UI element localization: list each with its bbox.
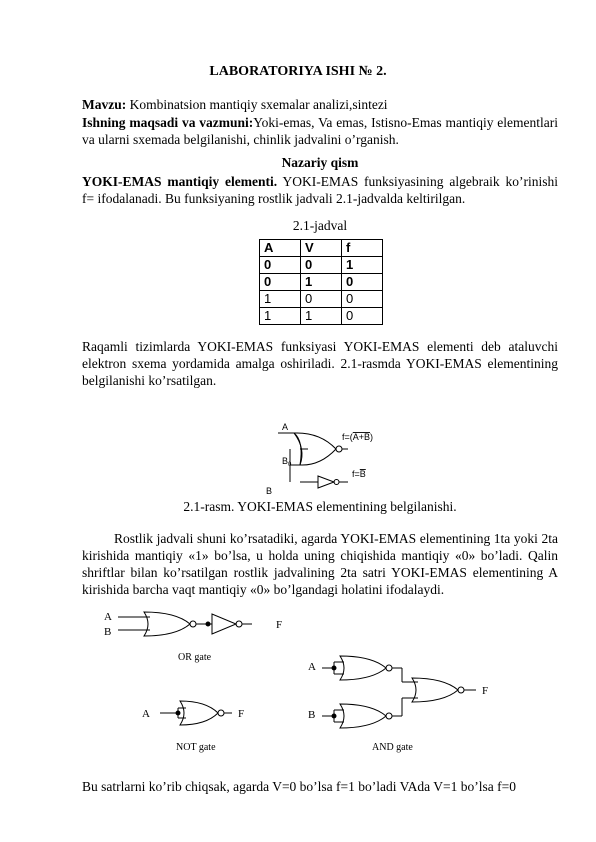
table-cell: 0 — [260, 274, 301, 291]
topic-text: Kombinatsion mantiqiy sxemalar analizi,sintezi — [126, 97, 388, 112]
goal-paragraph — [82, 114, 558, 148]
table-cell: 1 — [342, 257, 383, 274]
truth-table — [259, 239, 383, 325]
page-title: LABORATORIYA ISHI № 2. — [209, 64, 387, 79]
table-row — [260, 291, 383, 308]
table-header-row — [260, 240, 383, 257]
paragraph-4: Bu satrlarni ko’rib chiqsak, agarda V=0 bo’lsa f=1 bo’ladi VAda V=1 bo’lsa f=0 — [82, 779, 516, 794]
table-cell: 0 — [342, 274, 383, 291]
truth-table-grid — [259, 239, 383, 325]
theory-intro — [82, 173, 558, 207]
and-input-b-label: B — [308, 709, 316, 721]
and-input-a-label: A — [308, 661, 316, 673]
nor-gate-figure — [260, 420, 390, 498]
topic-label: Mavzu: — [82, 97, 127, 112]
table-cell: 1 — [260, 308, 301, 325]
table-caption: 2.1-jadval — [292, 218, 348, 233]
table-header-cell: V — [301, 240, 342, 257]
and-output-label: F — [482, 685, 489, 697]
table-row — [260, 257, 383, 274]
topic-line — [82, 96, 558, 113]
theory-heading: Nazariy qism — [281, 155, 359, 170]
theory-intro-text: YOKI-EMAS funksiyasining algebraik ko’rinishi f= ifodalanadi. Bu funksiyaning rostlik jadvali 2.1-jadvalda keltirilgan. — [82, 174, 558, 206]
table-header-cell: f — [342, 240, 383, 257]
table-cell: 0 — [342, 308, 383, 325]
table-cell: 0 — [301, 257, 342, 274]
paragraph-2: Raqamli tizimlarda YOKI-EMAS funksiyasi YOKI-EMAS elementi deb ataluvchi elektron sxema yordamida amalga oshiriladi. 2.1-rasmda YOKI-EMAS elementining belgilanishi ko’rsatilgan. — [82, 339, 558, 388]
fig1-input-b0-label: $B_0$ — [282, 456, 292, 468]
figure1-caption: 2.1-rasm. YOKI-EMAS elementining belgilanishi. — [183, 499, 457, 514]
fig1-nor-output-label: f=(A+B) — [342, 432, 374, 442]
fig1-not-output-label: f=B — [352, 469, 366, 479]
table-cell: 0 — [342, 291, 383, 308]
goal-label: Ishning maqsadi va vazmuni: — [82, 115, 254, 130]
fig1-input-b-label: B — [266, 486, 273, 496]
table-cell: 0 — [260, 257, 301, 274]
or-output-label: F — [276, 619, 283, 631]
not-gate-caption: NOT gate — [176, 742, 216, 753]
not-input-a-label: A — [142, 708, 150, 720]
or-input-a-label: A — [104, 611, 112, 623]
table-cell: 1 — [301, 274, 342, 291]
not-output-label: F — [238, 708, 245, 720]
or-input-b-label: B — [104, 626, 112, 638]
table-row — [260, 308, 383, 325]
or-gate-caption: OR gate — [178, 652, 212, 663]
theory-intro-bold: YOKI-EMAS mantiqiy elementi. — [82, 174, 278, 189]
table-row — [260, 274, 383, 291]
paragraph-3: Rostlik jadvali shuni ko’rsatadiki, agarda YOKI-EMAS elementining 1ta yoki 2ta kirishida mantiqiy «1» bo’lsa, u holda uning chiqishida mantiqiy «0» bo’ladi. Qalin shriftlar bilan ko’rsatilgan rostlik jadvalining 2ta satri YOKI-EMAS elementining A kirishida barcha vaqt mantiqiy «0» bo’lgandagi holatini ifodalaydi. — [82, 531, 558, 597]
goal-text: Yoki-emas, Va emas, Istisno-Emas mantiqiy elementlari va ularni sxemada belgilanishi, chinlik jadvalini o’rganish. — [82, 115, 558, 147]
fig1-input-a-label: A — [282, 422, 289, 432]
table-cell: 1 — [260, 291, 301, 308]
table-cell: 0 — [301, 291, 342, 308]
and-gate-caption: AND gate — [372, 742, 413, 753]
table-cell: 1 — [301, 308, 342, 325]
table-header-cell: A — [260, 240, 301, 257]
gates-figure — [100, 600, 520, 755]
